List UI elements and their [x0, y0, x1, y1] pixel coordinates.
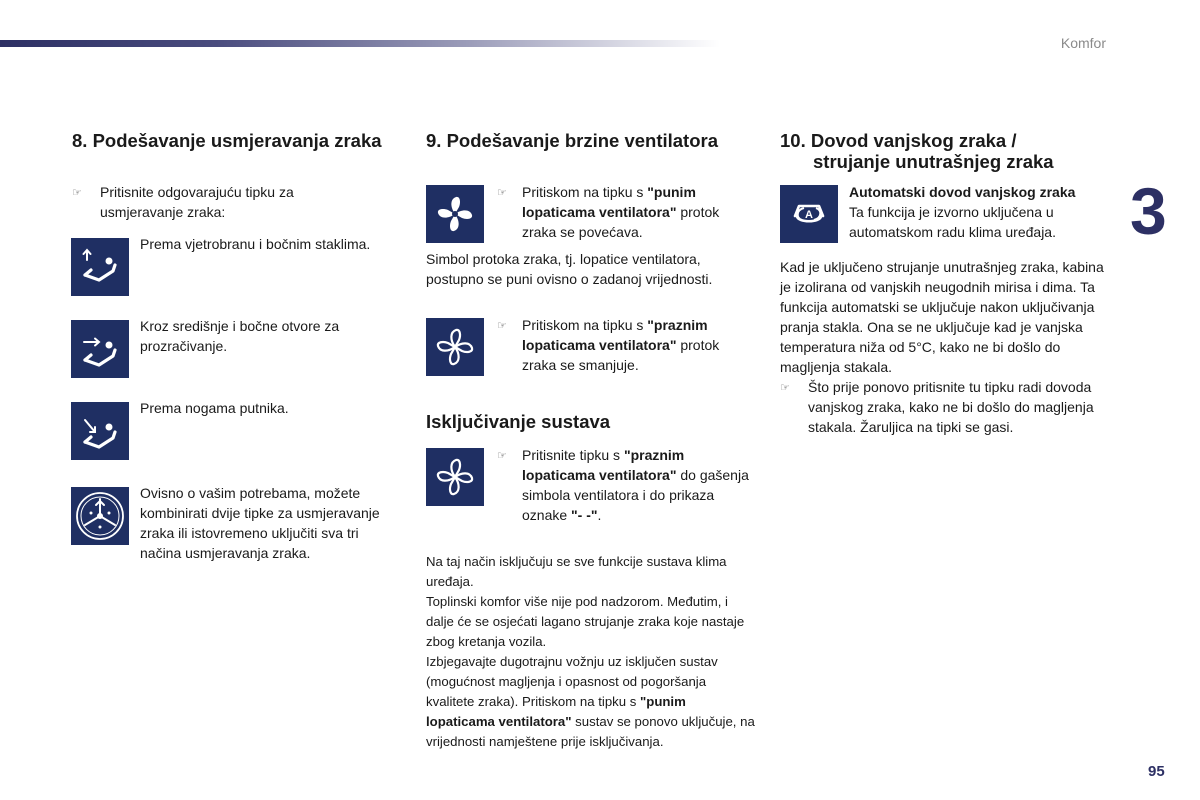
col1-item3: Prema nogama putnika.	[140, 400, 289, 416]
combined-air-distribution-icon	[71, 487, 129, 545]
air-to-feet-icon	[71, 402, 129, 460]
col1-item1: Prema vjetrobranu i bočnim staklima.	[140, 236, 371, 252]
pointing-hand-icon: ☞	[780, 382, 790, 394]
col1-item2: Kroz središnje i bočne otvore za prozračivanje.	[140, 318, 340, 354]
chapter-number: 3	[1130, 174, 1167, 248]
col2-item3: Pritisnite tipku s "praznim lopaticama ventilatora" do gašenja simbola ventilatora i do prikaza oznake "- -".	[522, 447, 749, 523]
pointing-hand-icon: ☞	[72, 187, 82, 199]
pointing-hand-icon: ☞	[497, 187, 507, 199]
pointing-hand-icon: ☞	[497, 450, 507, 462]
auto-recirculation-icon	[780, 185, 838, 243]
auto-air-title: Automatski dovod vanjskog zraka	[849, 184, 1076, 200]
col3-para: Kad je uključeno strujanje unutrašnjeg zraka, kabina je izolirana od vanjskih neugodnih mirisa i dima. Ta funkcija automatski se uključuje nakon uključivanja pranja stakla. Ona se ne uključuje kad je vanjska temperatura niža od 5°C, kako ne bi došlo do magljenja stakala.	[780, 259, 1104, 375]
fan-empty-blades-icon	[426, 318, 484, 376]
col1-item4: Ovisno o vašim potrebama, možete kombinirati dvije tipke za usmjeravanje zraka ili istovremeno uključiti sva tri načina usmjeravanja zraka.	[140, 485, 380, 561]
col2-item2: Pritiskom na tipku s "praznim lopaticama ventilatora" protok zraka se smanjuje.	[522, 317, 720, 373]
page-number: 95	[1148, 763, 1165, 780]
col2-para-a: Na taj način isključuju se sve funkcije sustava klima uređaja.	[426, 554, 727, 589]
section-8-title: 8. Podešavanje usmjeravanja zraka	[72, 130, 382, 151]
header-gradient-bar	[0, 40, 720, 47]
pointing-hand-icon: ☞	[497, 320, 507, 332]
auto-air-text: Ta funkcija je izvorno uključena u automatskom radu klima uređaja.	[849, 204, 1056, 240]
col1-intro: Pritisnite odgovarajuću tipku za usmjeravanje zraka:	[100, 184, 294, 220]
col2-para-b: Toplinski komfor više nije pod nadzorom. Međutim, i dalje će se osjećati lagano strujanje zraka koje nastaje zbog kretanja vozila.	[426, 594, 745, 649]
section-9-title: 9. Podešavanje brzine ventilatora	[426, 130, 718, 151]
section-label: Komfor	[1060, 35, 1106, 51]
col2-note: Simbol protoka zraka, tj. lopatice ventilatora, postupno se puni ovisno o zadanoj vrijednosti.	[426, 251, 713, 287]
fan-empty-blades-icon	[426, 448, 484, 506]
fan-full-blades-icon	[426, 185, 484, 243]
section-10-title-line2: strujanje unutrašnjeg zraka	[813, 151, 1054, 172]
air-to-windscreen-icon	[71, 238, 129, 296]
section-10-title-line1: 10. Dovod vanjskog zraka /	[780, 130, 1017, 151]
col3-tip: Što prije ponovo pritisnite tu tipku radi dovoda vanjskog zraka, kako ne bi došlo do magljenja stakala. Žaruljica na tipki se gasi.	[808, 379, 1094, 435]
col2-item1: Pritiskom na tipku s "punim lopaticama ventilatora" protok zraka se povećava.	[522, 184, 720, 240]
switch-off-subtitle: Isključivanje sustava	[426, 411, 611, 432]
svg-text:A: A	[805, 209, 813, 221]
col2-para-c: Izbjegavajte dugotrajnu vožnju uz isključen sustav (mogućnost magljenja i opasnost od pogoršanja kvalitete zraka). Pritiskom na tipku s "punim lopaticama ventilatora" sustav se ponovo uključuje, na vrijednosti namještene prije isključivanja.	[426, 654, 755, 749]
air-to-vents-icon	[71, 320, 129, 378]
